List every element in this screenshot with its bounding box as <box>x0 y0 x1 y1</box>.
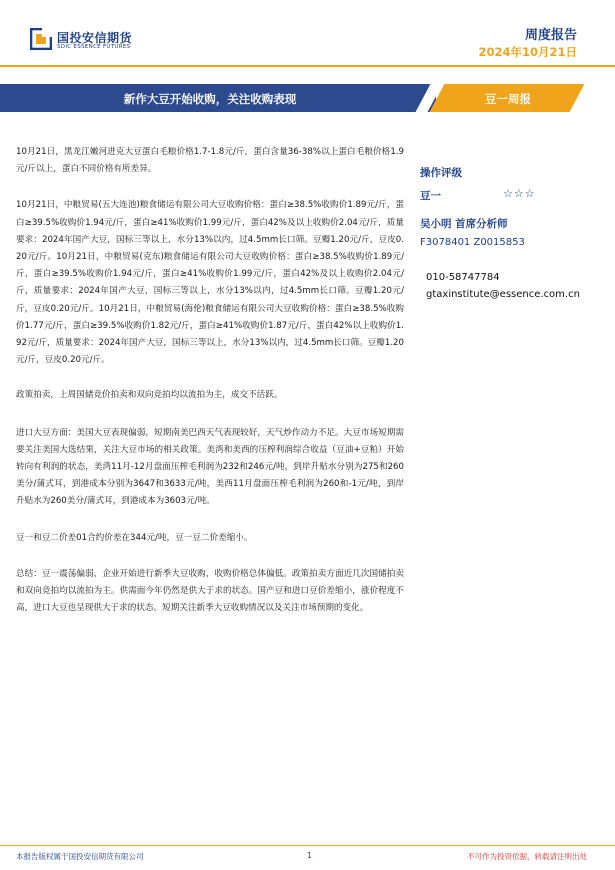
report-type: 周度报告 <box>524 28 577 43</box>
paragraph-purchase-prices: 10月21日，中粮贸易(五大连池)粮食储运有限公司大豆收购价格：蛋白≥38.5%收购价1.89元/斤，蛋白≥39.5%收购价1.94元/斤，蛋白≥41%收购价1.99元/斤，蛋白42%及以上收购价2.04元/斤，质量要求：2024年国产大豆，国标三等以上，水分13%以内，过4.5mm长口筛。豆瓣1.20元/斤，豆皮0.20元/斤。10月21日，中粮贸易(克东)粮食储运有限公司大豆收购价格：蛋白≥38.5%收购价1.89元/斤，蛋白≥39.5%收购价1.94元/斤，蛋白≥41%收购价1.99元/斤，蛋白42%及以上收购价2.04元/斤，质量要求：2024年国产大豆，国标三等以上，水分13%以内，过4.5mm长口筛。豆瓣1.20元/斤，豆皮0.20元/斤。10月21日，中粮贸易(海伦)粮食储运有限公司大豆收购价格：蛋白≥38.5%收购价1.77元/斤，蛋白≥39.5%收购价1.82元/斤，蛋白≥41%收购价1.87元/斤，蛋白42%以上收购价1.92元/斤，质量要求：2024年国产大豆，国标三等以上，水分13%以内，过4.5mm长口筛。豆瓣1.20元/斤，豆皮0.20元/斤。 <box>16 200 404 366</box>
logo-subtitle: SDIC ESSENCE FUTURES <box>57 44 131 50</box>
logo-mark-icon <box>30 28 52 50</box>
rating-title: 操作评级 <box>420 167 462 179</box>
title-banner <box>0 84 600 112</box>
sidebar <box>420 165 615 300</box>
header-divider <box>0 65 615 67</box>
rating-stars-icon: ☆☆☆ <box>503 187 536 200</box>
rating-row <box>420 188 615 202</box>
footer-divider <box>0 845 615 846</box>
company-logo <box>30 28 190 54</box>
paragraph-imports: 进口大豆方面：美国大豆表现偏弱，短期南美巴西天气表现较好，天气炒作动力不足。大豆市场短期需要关注美国大选结果，关注大豆市场的相关政策。美湾和美西的压榨利润综合收益（豆油+豆粕）开始转向有利润的状态，美湾11月-12月盘面压榨毛利润为232和246元/吨，到岸升贴水分别为275和260美分/蒲式耳，到港成本分别为3647和3633元/吨，美西11月盘面压榨毛利润为260和-1元/吨，到岸升贴水为260美分/蒲式耳，到港成本为3603元/吨。 <box>16 427 404 507</box>
footer-disclaimer: 不可作为投资依据，转载请注明出处 <box>467 852 587 861</box>
page-number: 1 <box>307 851 312 860</box>
paragraph-market-price: 10月21日，黑龙江嫩河进克大豆蛋白毛粮价格1.7-1.8元/斤，蛋白含量36-38%以上蛋白毛粮价格1.9元/斤以上，蛋白不同价格有所差异。 <box>16 147 404 175</box>
report-body <box>16 144 404 631</box>
contact-phone: 010-58747784 <box>426 272 500 283</box>
report-date: 2024年10月21日 <box>478 45 577 59</box>
logo-name: 国投安信期货 <box>57 31 133 45</box>
paragraph-spread: 豆一和豆二价差01合约价差在344元/吨，豆一豆二价差缩小。 <box>16 532 253 543</box>
paragraph-auction: 政策拍卖，上周国储竞价拍卖和双向竞拍均以流拍为主，成交不活跃。 <box>16 390 283 401</box>
paragraph-summary: 总结：豆一震荡偏弱，企业开始进行新季大豆收购，收购价格总体偏低。政策拍卖方面近几次国储拍卖和双向竞拍均以流拍为主。供需面今年仍然是供大于求的状态。国产豆和进口豆价差缩小，涨价程度不高，进口大豆也呈现供大于求的状态。短期关注新季大豆收购情况以及关注市场预期的变化。 <box>16 568 404 614</box>
report-title: 新作大豆开始收购，关注收购表现 <box>123 92 297 106</box>
contact-email[interactable]: gtaxinstitute@essence.com.cn <box>426 289 580 300</box>
analyst-license: F3078401 Z0015853 <box>420 237 525 248</box>
footer-copyright: 本报告版权属于国投安信期货有限公司 <box>16 852 144 861</box>
analyst-name: 吴小明 首席分析师 <box>420 218 508 230</box>
rating-item: 豆一 <box>420 190 441 202</box>
report-tag: 豆一周报 <box>485 92 531 106</box>
